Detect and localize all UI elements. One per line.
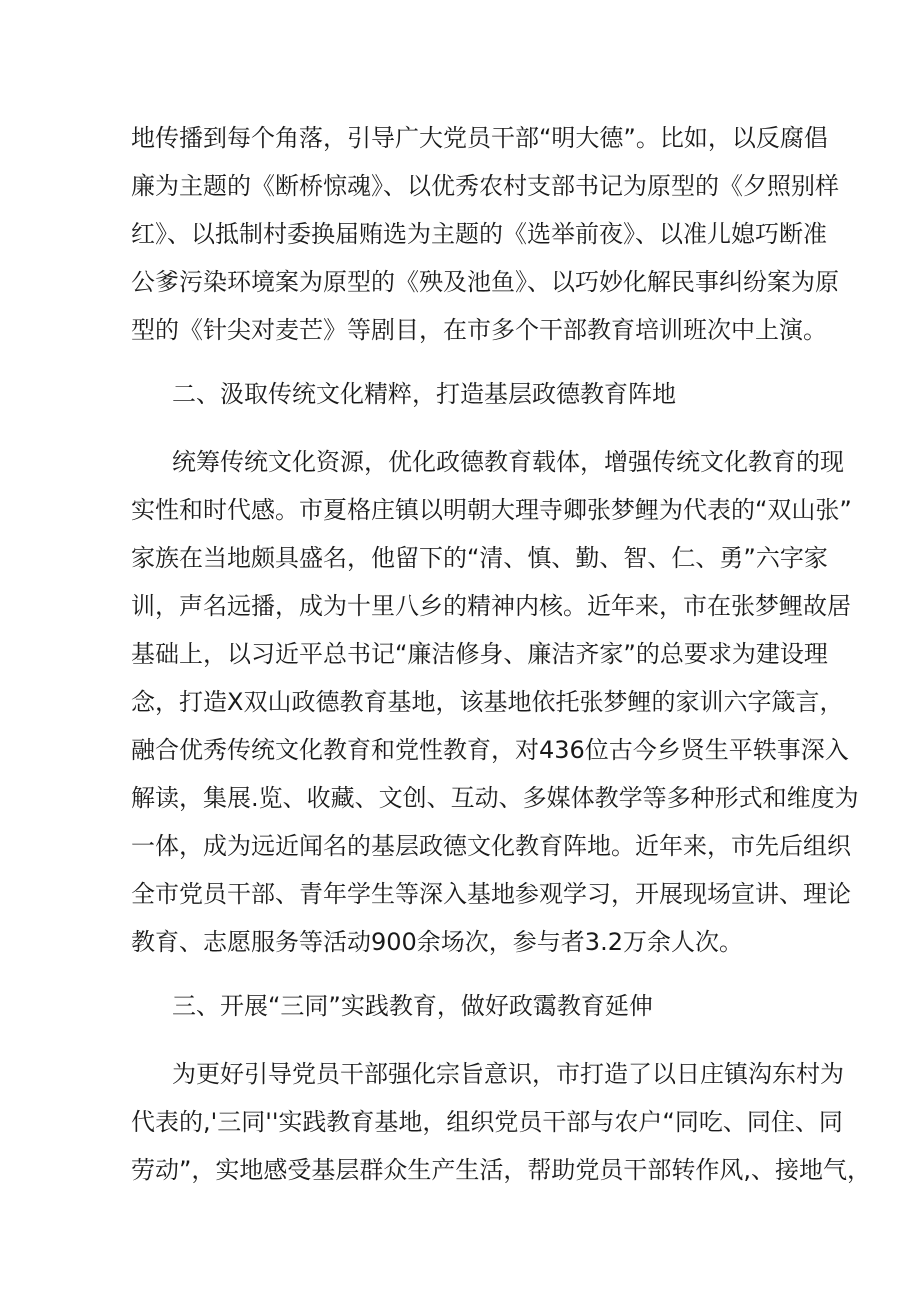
paragraph-3-line-2: 代表的,'三同''实践教育基地，组织党员干部与农户“同吃、同住、同 — [131, 1108, 843, 1136]
section-heading-2: 二、汲取传统文化精粹，打造基层政德教育阵地 — [172, 380, 676, 408]
paragraph-2-line-3: 家族在当地颇具盛名，他留下的“清、慎、勤、智、仁、勇”六字家 — [131, 544, 828, 572]
paragraph-2-line-8: 解读，集展.览、收藏、文创、互动、多媒体教学等多种形式和维度为 — [131, 784, 859, 812]
paragraph-3-line-1: 为更好引导党员干部强化宗旨意识，市打造了以日庄镇沟东村为 — [172, 1060, 844, 1088]
paragraph-2-line-2: 实性和时代感。市夏格庄镇以明朝大理寺卿张梦鲤为代表的“双山张” — [131, 496, 852, 524]
paragraph-2-line-5: 基础上，以习近平总书记“廉洁修身、廉洁齐家”的总要求为建设理 — [131, 640, 828, 668]
paragraph-2-line-6: 念，打造X双山政德教育基地，该基地依托张梦鲤的家训六字箴言， — [131, 688, 844, 716]
section-heading-3: 三、开展“三同”实践教育，做好政霭教育延伸 — [172, 992, 653, 1020]
paragraph-1-line-3: 红》、以抵制村委换届贿选为主题的《选举前夜》、以准儿媳巧断准 — [131, 220, 827, 248]
paragraph-1-line-5: 型的《针尖对麦芒》等剧目，在市多个干部教育培训班次中上演。 — [131, 316, 827, 344]
paragraph-1-line-2: 廉为主题的《断桥惊魂》、以优秀农村支部书记为原型的《夕照别样 — [131, 172, 839, 200]
paragraph-2-line-11: 教育、志愿服务等活动900余场次，参与者3.2万余人次。 — [131, 928, 743, 956]
paragraph-2-line-1: 统筹传统文化资源，优化政德教育载体，增强传统文化教育的现 — [172, 448, 844, 476]
paragraph-1-line-1: 地传播到每个角落，引导广大党员干部“明大德”。比如，以反腐倡 — [131, 124, 828, 152]
paragraph-1-line-4: 公爹污染环境案为原型的《殃及池鱼》、以巧妙化解民事纠纷案为原 — [131, 268, 839, 296]
paragraph-2-line-9: 一体，成为远近闻名的基层政德文化教育阵地。近年来，市先后组织 — [131, 832, 851, 860]
paragraph-2-line-10: 全市党员干部、青年学生等深入基地参观学习，开展现场宣讲、理论 — [131, 880, 851, 908]
paragraph-2-line-4: 训，声名远播，成为十里八乡的精神内核。近年来，市在张梦鲤故居 — [131, 592, 851, 620]
paragraph-3-line-3: 劳动”，实地感受基层群众生产生活，帮助党员干部转作风,、接地气， — [131, 1156, 872, 1184]
paragraph-2-line-7: 融合优秀传统文化教育和党性教育，对436位古今乡贤生平轶事深入 — [131, 736, 849, 764]
